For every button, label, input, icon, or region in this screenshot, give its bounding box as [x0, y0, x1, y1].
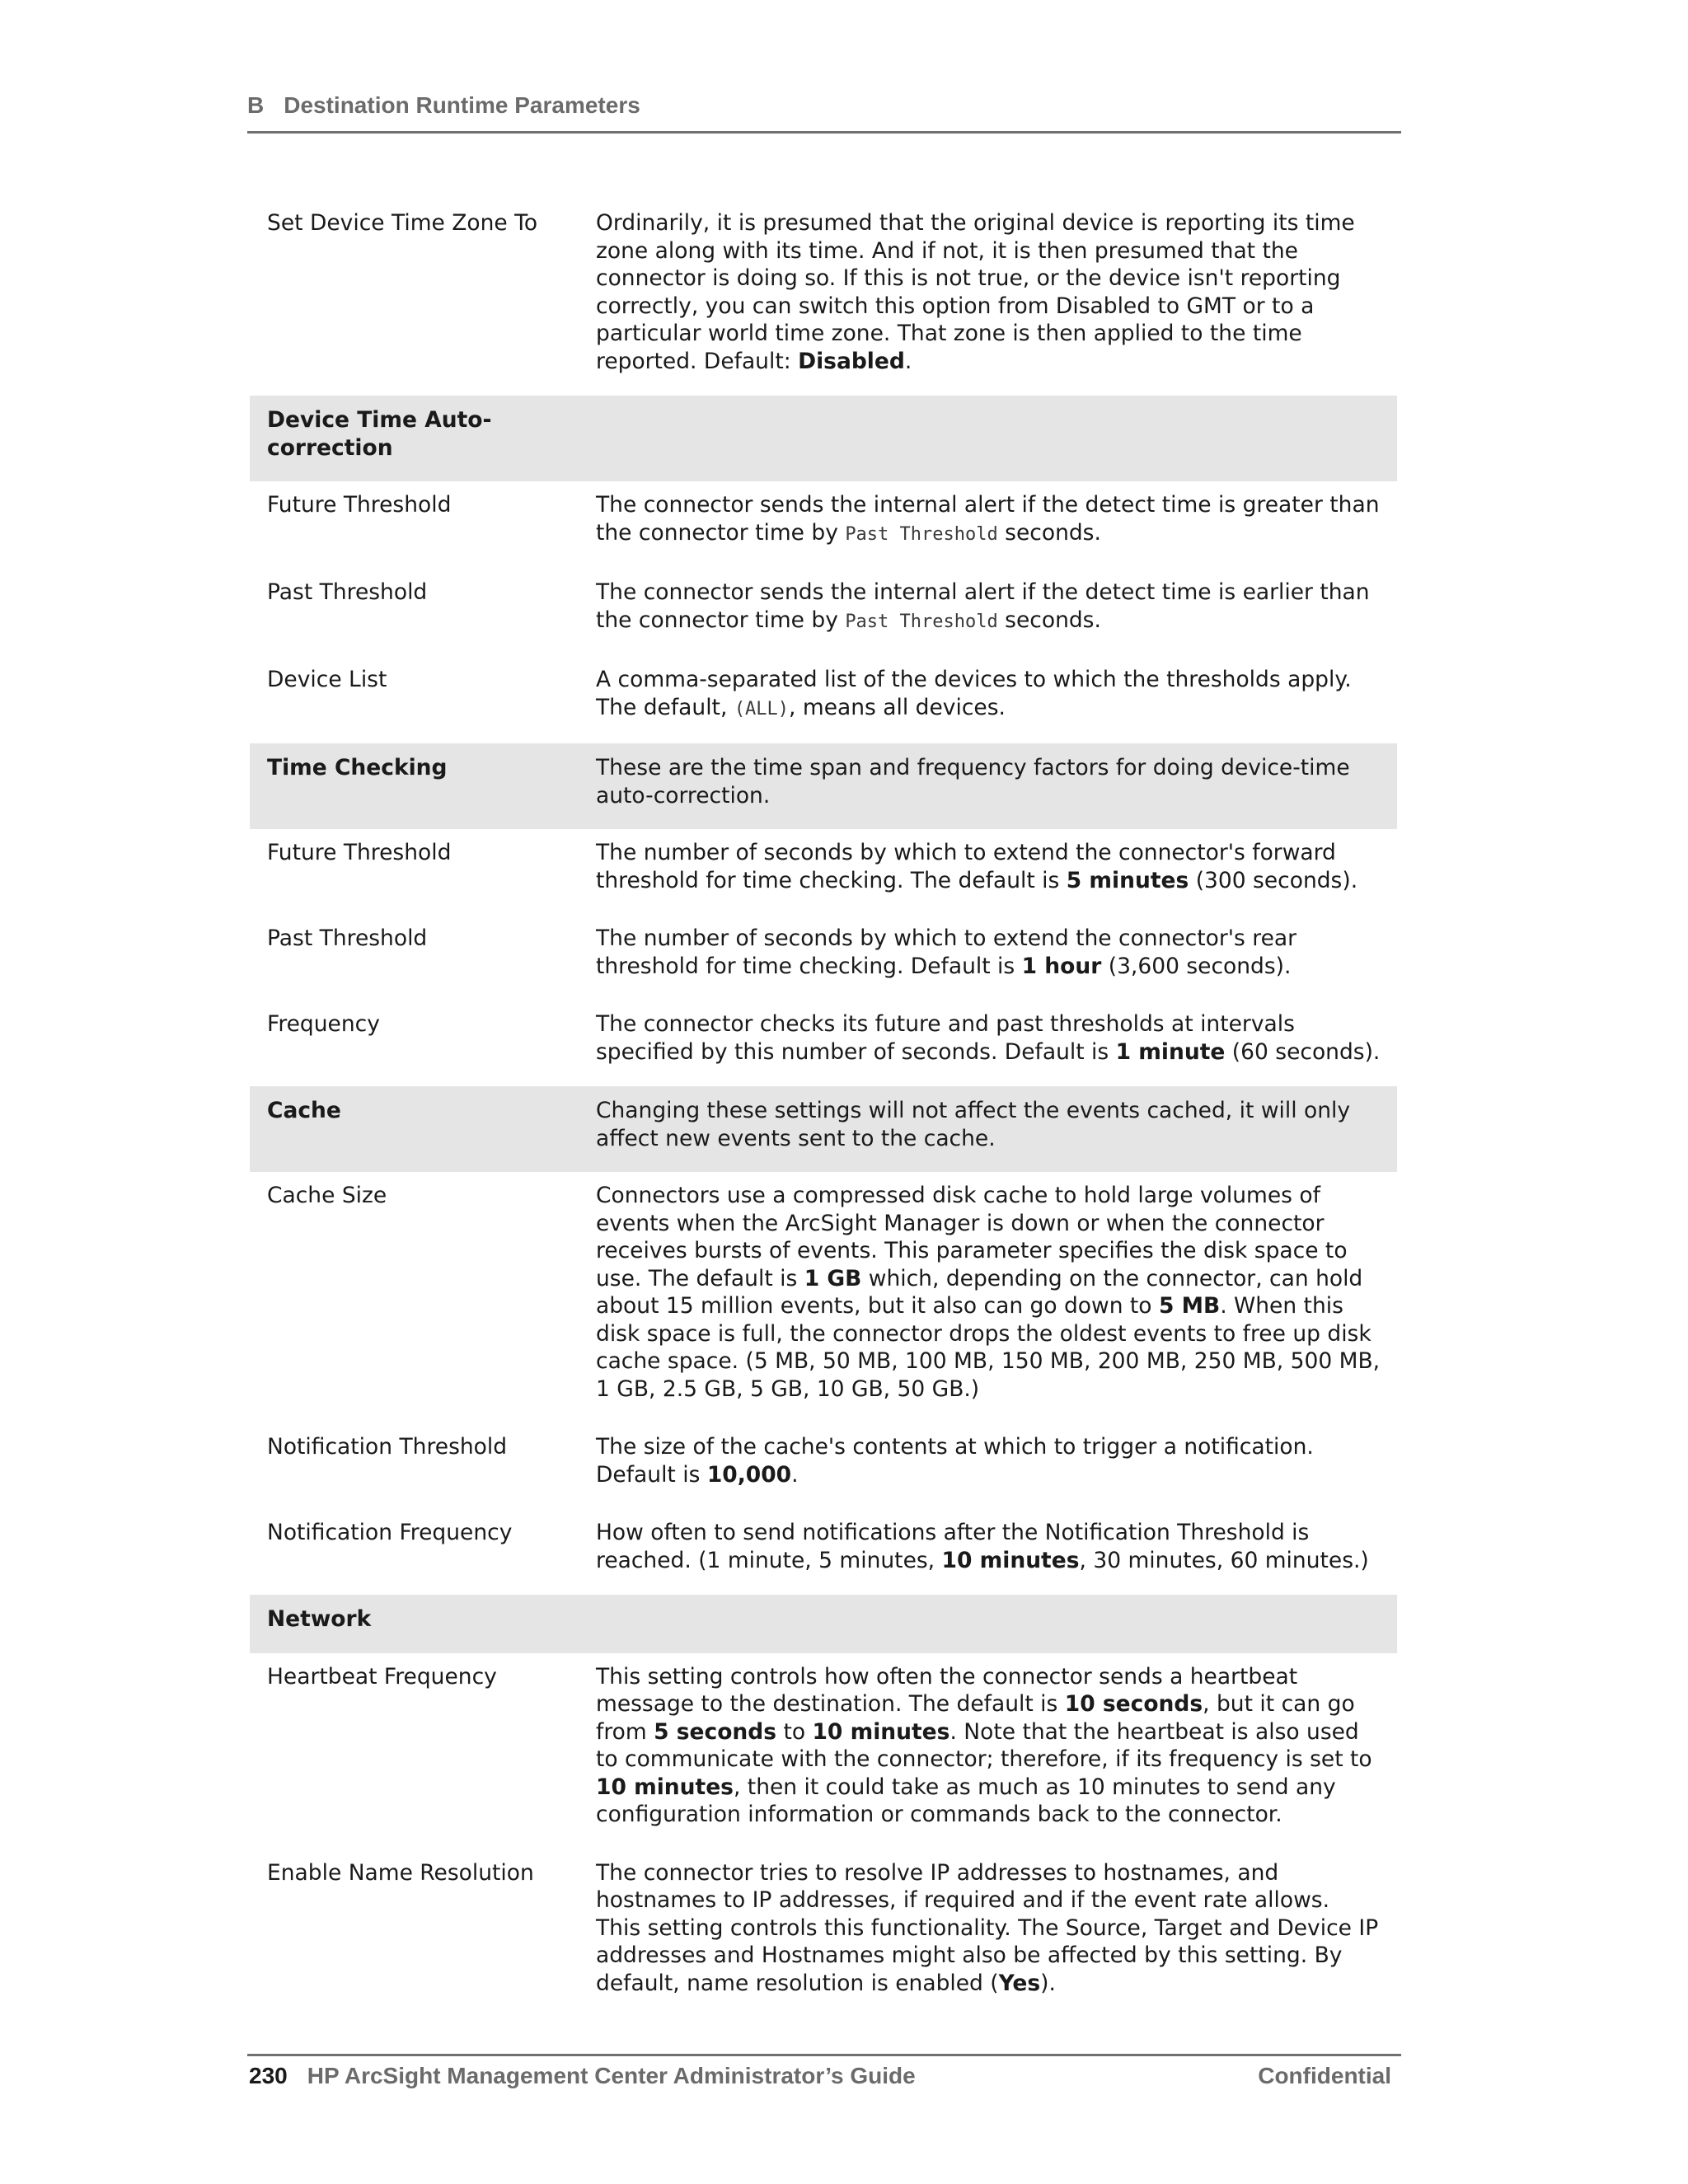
parameter-name: Set Device Time Zone To — [267, 210, 538, 236]
description-text: Ordinarily, it is presumed that the original device is reporting its time zone along with its time. And if not, it is then presumed that the connector is doing so. If this is not true, or the device isn't reporting correctly, you can switch this option from Disabled to GMT or to a particular world time zone. That zone is then applied to the time reported. Default: — [596, 210, 1355, 374]
parameter-description — [596, 1605, 1397, 1633]
code-literal: (ALL) — [734, 698, 790, 719]
section-heading: Network — [267, 1606, 372, 1632]
description-text: The number of seconds by which to extend the connector's forward threshold for time checking. The default is — [596, 840, 1336, 893]
description-text: seconds. — [997, 519, 1101, 546]
default-value: 10 minutes — [596, 1774, 734, 1800]
parameter-name: Notification Frequency — [267, 1520, 513, 1545]
parameter-name: Notification Threshold — [267, 1434, 508, 1460]
parameter-row — [250, 1423, 1397, 1509]
parameter-name: Device List — [267, 667, 387, 692]
description-text: . — [791, 1461, 799, 1488]
parameter-name: Future Threshold — [267, 492, 452, 518]
description-text: . When this disk space is full, the connector drops the oldest events to free up disk cache space. (5 MB, 50 MB, 100 MB, 150 MB, 200 MB, 250 MB, 500 MB, 1 GB, 2.5 GB, 5 GB, 10 GB, 50 GB.) — [596, 1293, 1381, 1402]
description-text: , but it can go from — [596, 1691, 1355, 1745]
parameter-row — [250, 829, 1397, 915]
description-text: , 30 minutes, 60 minutes.) — [1079, 1547, 1369, 1573]
description-text: The connector checks its future and past thresholds at intervals specified by this number of seconds. Default is — [596, 1011, 1295, 1065]
description-text: These are the time span and frequency factors for doing device-time auto-correction. — [596, 755, 1350, 808]
parameter-name: Cache Size — [267, 1183, 387, 1208]
parameter-description — [596, 406, 1397, 462]
description-text: to — [776, 1718, 813, 1745]
parameter-description — [596, 1182, 1397, 1403]
description-text: ). — [1040, 1970, 1056, 1996]
description-text: (60 seconds). — [1225, 1038, 1381, 1065]
default-value: 10 seconds — [1064, 1691, 1203, 1717]
parameter-row — [250, 481, 1397, 569]
description-text: Connectors use a compressed disk cache to hold large volumes of events when the ArcSight Manager is down or when the connector receives bursts of events. This parameter specifies the disk space to use. The default is — [596, 1183, 1348, 1291]
description-text: . Note that the heartbeat is also used to communicate with the connector; therefore, if its frequency is set to — [596, 1718, 1372, 1772]
parameter-name: Frequency — [267, 1011, 380, 1037]
parameter-description — [596, 1859, 1397, 1998]
parameter-description — [596, 209, 1397, 375]
book-title: HP ArcSight Management Center Administrator’s Guide — [307, 2063, 916, 2088]
section-heading: Device Time Auto-correction — [267, 407, 492, 461]
parameter-table — [250, 199, 1397, 2018]
default-value: 10 minutes — [941, 1547, 1080, 1573]
parameter-row — [250, 656, 1397, 743]
description-text: (3,600 seconds). — [1101, 953, 1292, 979]
default-value: 10 minutes — [812, 1718, 950, 1745]
parameter-name: Future Threshold — [267, 840, 452, 865]
section-row — [250, 1595, 1397, 1653]
description-text: Changing these settings will not affect the events cached, it will only affect new events sent to the cache. — [596, 1098, 1351, 1151]
description-text: seconds. — [997, 607, 1101, 633]
page-number: 230 — [249, 2063, 288, 2088]
parameter-description — [596, 925, 1397, 980]
parameter-description — [596, 1433, 1397, 1488]
parameter-row — [250, 1849, 1397, 2018]
parameter-description — [596, 1097, 1397, 1152]
default-value: 1 GB — [804, 1265, 862, 1291]
default-value: 1 minute — [1115, 1038, 1226, 1065]
description-text: , then it could take as much as 10 minutes to send any configuration information or commands back to the connector. — [596, 1774, 1336, 1827]
description-text: The connector sends the internal alert if the detect time is earlier than the connector time by — [596, 579, 1370, 633]
running-header — [247, 92, 1401, 134]
default-value: 5 MB — [1158, 1293, 1221, 1319]
section-row — [250, 396, 1397, 481]
description-text: This setting controls how often the connector sends a heartbeat message to the destination. The default is — [596, 1663, 1298, 1717]
parameter-name: Heartbeat Frequency — [267, 1663, 497, 1690]
description-text: The size of the cache's contents at which to trigger a notification. Default is — [596, 1434, 1314, 1488]
description-text: (300 seconds). — [1189, 867, 1358, 893]
parameter-row — [250, 1172, 1397, 1423]
section-heading: Time Checking — [267, 755, 448, 780]
parameter-description — [596, 579, 1397, 635]
default-value: 1 hour — [1021, 953, 1102, 979]
parameter-row — [250, 915, 1397, 1001]
default-value: Yes — [998, 1970, 1041, 1996]
description-text: How often to send notifications after the Notification Threshold is reached. (1 minute, 5 minutes, — [596, 1520, 1310, 1573]
description-text: A comma-separated list of the devices to which the thresholds apply. The default, — [596, 667, 1352, 720]
description-text: which, depending on the connector, can hold about 15 million events, but it also can go down to — [596, 1265, 1363, 1319]
description-text: The connector tries to resolve IP addresses to hostnames, and hostnames to IP addresses, if required and if the event rate allows. This setting controls this functionality. The Source, Target and Device IP addresses and Hostnames might also be affected by this setting. By default, name resolution is enabled ( — [596, 1859, 1379, 1996]
default-value: 10,000 — [706, 1461, 792, 1488]
parameter-description — [596, 666, 1397, 723]
chapter-letter: B — [247, 92, 265, 118]
code-literal: Past Threshold — [845, 523, 998, 545]
description-text: The connector sends the internal alert if the detect time is greater than the connector time by — [596, 492, 1380, 546]
parameter-description — [596, 839, 1397, 894]
running-footer — [247, 2054, 1401, 2089]
default-value: Disabled — [798, 348, 905, 374]
code-literal: Past Threshold — [845, 611, 998, 632]
description-text: , means all devices. — [789, 694, 1006, 720]
parameter-description — [596, 754, 1397, 809]
section-heading: Cache — [267, 1098, 341, 1123]
section-row — [250, 1086, 1397, 1172]
description-text: . — [904, 348, 912, 374]
parameter-name: Past Threshold — [267, 579, 428, 605]
parameter-description — [596, 1663, 1397, 1829]
parameter-row — [250, 1653, 1397, 1849]
parameter-description — [596, 1010, 1397, 1066]
description-text: The number of seconds by which to extend the connector's rear threshold for time checking. Default is — [596, 926, 1297, 979]
parameter-row — [250, 1001, 1397, 1086]
parameter-description — [596, 1519, 1397, 1574]
section-row — [250, 743, 1397, 829]
parameter-name: Past Threshold — [267, 926, 428, 951]
parameter-description — [596, 491, 1397, 548]
parameter-row — [250, 199, 1397, 396]
classification-label: Confidential — [1258, 2063, 1391, 2088]
default-value: 5 seconds — [654, 1718, 777, 1745]
default-value: 5 minutes — [1066, 867, 1189, 893]
parameter-row — [250, 569, 1397, 656]
chapter-title: Destination Runtime Parameters — [284, 92, 640, 118]
parameter-row — [250, 1509, 1397, 1595]
parameter-name: Enable Name Resolution — [267, 1859, 534, 1886]
